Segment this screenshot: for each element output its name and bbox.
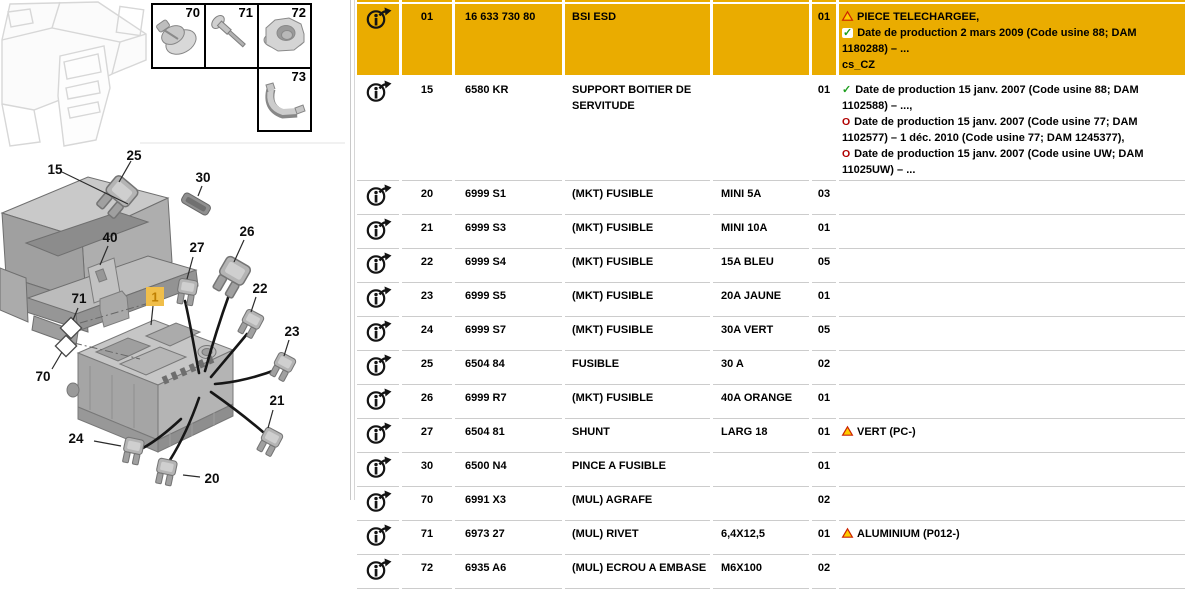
- row-notes: [839, 487, 1185, 521]
- row-part-number: 6999 S5: [455, 283, 562, 317]
- row-spec: MINI 10A: [713, 215, 809, 249]
- row-qty: 03: [812, 181, 836, 215]
- table-row[interactable]: [357, 521, 1185, 555]
- note-text: ALUMINIUM (P012-): [857, 528, 960, 540]
- inset-label-72: 72: [291, 5, 306, 20]
- callout-27[interactable]: 27: [189, 240, 205, 255]
- row-label: SUPPORT BOITIER DE SERVITUDE: [565, 77, 710, 181]
- row-qty: 05: [812, 249, 836, 283]
- info-icon[interactable]: [365, 524, 392, 552]
- warning-icon: [842, 9, 853, 25]
- row-part-number: 6580 KR: [455, 77, 562, 181]
- row-label: (MKT) FUSIBLE: [565, 215, 710, 249]
- row-notes: [839, 77, 1185, 181]
- note-line: [842, 9, 1183, 25]
- row-spec: 6,4X12,5: [713, 521, 809, 555]
- inset-label-70: 70: [185, 5, 200, 20]
- callout-40[interactable]: 40: [102, 230, 118, 245]
- info-icon[interactable]: [365, 252, 392, 280]
- row-notes: [839, 555, 1185, 589]
- row-qty: 05: [812, 317, 836, 351]
- note-line: [842, 25, 1183, 57]
- row-label: BSI ESD: [565, 4, 710, 75]
- row-notes: [839, 453, 1185, 487]
- row-ref: 24: [402, 317, 452, 351]
- note-line: [842, 114, 1183, 146]
- callout-24[interactable]: 24: [68, 431, 84, 446]
- row-spec: [713, 487, 809, 521]
- table-row[interactable]: [357, 77, 1185, 181]
- row-part-number: 6935 A6: [455, 555, 562, 589]
- row-ref: 21: [402, 215, 452, 249]
- row-ref: 30: [402, 453, 452, 487]
- note-text: VERT (PC-): [857, 426, 916, 438]
- callout-23[interactable]: 23: [284, 324, 300, 339]
- row-part-number: 6999 S7: [455, 317, 562, 351]
- diagram-marker-1[interactable]: [146, 287, 164, 306]
- info-icon[interactable]: [365, 422, 392, 450]
- info-cell: [357, 4, 399, 75]
- row-qty: 02: [812, 487, 836, 521]
- info-icon[interactable]: [365, 388, 392, 416]
- row-spec: [713, 4, 809, 75]
- info-icon[interactable]: [365, 354, 392, 382]
- row-ref: 71: [402, 521, 452, 555]
- note-line: [842, 146, 1183, 178]
- row-label: (MKT) FUSIBLE: [565, 283, 710, 317]
- note-text: Date de production 15 janv. 2007 (Code usine 77; DAM 1102577) – 1 déc. 2010 (Code usine 77; DAM 1245377),: [842, 116, 1138, 144]
- table-row[interactable]: [357, 4, 1185, 75]
- info-icon[interactable]: [365, 558, 392, 586]
- row-label: (MKT) FUSIBLE: [565, 181, 710, 215]
- info-icon[interactable]: [365, 7, 392, 35]
- part-30-drawing: [180, 192, 211, 217]
- callout-30[interactable]: 30: [195, 170, 211, 185]
- info-cell: [357, 351, 399, 385]
- info-icon[interactable]: [365, 320, 392, 348]
- row-ref: 26: [402, 385, 452, 419]
- callout-22[interactable]: 22: [252, 281, 268, 296]
- row-spec: [713, 453, 809, 487]
- pane-splitter[interactable]: [350, 0, 351, 500]
- row-notes: [839, 385, 1185, 419]
- info-cell: [357, 487, 399, 521]
- row-qty: 01: [812, 419, 836, 453]
- row-ref: 70: [402, 487, 452, 521]
- row-notes: [839, 181, 1185, 215]
- row-part-number: 6991 X3: [455, 487, 562, 521]
- row-notes: [839, 521, 1185, 555]
- table-row[interactable]: [357, 555, 1185, 589]
- row-label: (MKT) FUSIBLE: [565, 317, 710, 351]
- row-spec: M6X100: [713, 555, 809, 589]
- table-row[interactable]: [357, 487, 1185, 521]
- row-label: SHUNT: [565, 419, 710, 453]
- info-cell: [357, 181, 399, 215]
- dashboard-sketch: [2, 2, 146, 146]
- info-cell: [357, 419, 399, 453]
- row-spec: 30A VERT: [713, 317, 809, 351]
- info-cell: [357, 77, 399, 181]
- row-label: FUSIBLE: [565, 351, 710, 385]
- row-qty: 02: [812, 351, 836, 385]
- row-label: (MUL) AGRAFE: [565, 487, 710, 521]
- row-spec: 40A ORANGE: [713, 385, 809, 419]
- info-icon[interactable]: [365, 286, 392, 314]
- row-ref: 27: [402, 419, 452, 453]
- row-label: (MUL) RIVET: [565, 521, 710, 555]
- info-cell: [357, 317, 399, 351]
- info-cell: [357, 283, 399, 317]
- row-part-number: 6504 84: [455, 351, 562, 385]
- row-spec: 30 A: [713, 351, 809, 385]
- callout-26[interactable]: 26: [239, 224, 255, 239]
- row-ref: 20: [402, 181, 452, 215]
- row-spec: LARG 18: [713, 419, 809, 453]
- row-notes: [839, 215, 1185, 249]
- row-ref: 01: [402, 4, 452, 75]
- callout-15[interactable]: 15: [47, 162, 63, 177]
- note-line: [842, 526, 1183, 542]
- diagram-pane: [0, 0, 350, 500]
- row-qty: 01: [812, 215, 836, 249]
- bsi-unit-drawing: [67, 320, 233, 452]
- info-cell: [357, 385, 399, 419]
- row-ref: 22: [402, 249, 452, 283]
- callout-20[interactable]: 20: [204, 471, 220, 486]
- row-spec: 20A JAUNE: [713, 283, 809, 317]
- circle-icon: O: [842, 148, 851, 160]
- row-notes: [839, 283, 1185, 317]
- row-part-number: 6999 S1: [455, 181, 562, 215]
- row-part-number: 6500 N4: [455, 453, 562, 487]
- table-top-strip: [357, 0, 1185, 2]
- info-icon[interactable]: [365, 490, 392, 518]
- row-part-number: 6999 R7: [455, 385, 562, 419]
- table-row[interactable]: [357, 317, 1185, 351]
- table-row[interactable]: [357, 215, 1185, 249]
- row-part-number: 6999 S4: [455, 249, 562, 283]
- row-qty: 01: [812, 283, 836, 317]
- row-label: (MKT) FUSIBLE: [565, 385, 710, 419]
- callout-25[interactable]: 25: [126, 148, 142, 163]
- row-part-number: 16 633 730 80: [455, 4, 562, 75]
- table-row[interactable]: [357, 283, 1185, 317]
- row-notes: [839, 249, 1185, 283]
- inset-label-71: 71: [238, 5, 253, 20]
- note-line: [842, 57, 1183, 73]
- note-text: Date de production 15 janv. 2007 (Code usine UW; DAM 11025UW) – ...: [842, 148, 1144, 176]
- info-icon[interactable]: [365, 184, 392, 212]
- info-icon[interactable]: [365, 456, 392, 484]
- row-notes: [839, 4, 1185, 75]
- row-ref: 23: [402, 283, 452, 317]
- row-qty: 01: [812, 521, 836, 555]
- info-cell: [357, 249, 399, 283]
- row-part-number: 6504 81: [455, 419, 562, 453]
- table-row[interactable]: [357, 351, 1185, 385]
- info-cell: [357, 215, 399, 249]
- info-icon[interactable]: [365, 80, 392, 108]
- warning-icon: [842, 526, 853, 542]
- row-spec: MINI 5A: [713, 181, 809, 215]
- diagram-marker-1-label: 1: [151, 289, 159, 305]
- table-row[interactable]: [357, 453, 1185, 487]
- row-ref: 72: [402, 555, 452, 589]
- callout-70[interactable]: 70: [35, 369, 51, 384]
- warning-icon: [842, 424, 853, 440]
- row-notes: [839, 351, 1185, 385]
- row-label: (MKT) FUSIBLE: [565, 249, 710, 283]
- callout-71[interactable]: 71: [71, 291, 87, 306]
- pane-splitter-inner: [354, 0, 355, 500]
- note-text: PIECE TELECHARGEE,: [857, 11, 980, 23]
- table-row[interactable]: [357, 419, 1185, 453]
- row-part-number: 6999 S3: [455, 215, 562, 249]
- info-cell: [357, 555, 399, 589]
- row-qty: 02: [812, 555, 836, 589]
- callout-21[interactable]: 21: [269, 393, 285, 408]
- row-label: (MUL) ECROU A EMBASE: [565, 555, 710, 589]
- row-qty: 01: [812, 4, 836, 75]
- table-row[interactable]: [357, 249, 1185, 283]
- row-spec: 15A BLEU: [713, 249, 809, 283]
- note-line: [842, 424, 1183, 440]
- row-ref: 15: [402, 77, 452, 181]
- note-text: Date de production 2 mars 2009 (Code usine 88; DAM 1180288) – ...: [842, 27, 1137, 55]
- row-spec: [713, 77, 809, 181]
- note-line: [842, 82, 1183, 114]
- table-row[interactable]: [357, 385, 1185, 419]
- note-text: cs_CZ: [842, 59, 876, 71]
- row-notes: [839, 317, 1185, 351]
- row-qty: 01: [812, 77, 836, 181]
- check-icon: ✓: [842, 84, 852, 96]
- note-text: Date de production 15 janv. 2007 (Code usine 88; DAM 1102588) – ...,: [842, 84, 1139, 112]
- info-cell: [357, 521, 399, 555]
- row-label: PINCE A FUSIBLE: [565, 453, 710, 487]
- inset-label-73: 73: [291, 69, 306, 84]
- table-row[interactable]: [357, 181, 1185, 215]
- row-notes: [839, 419, 1185, 453]
- parts-table: [357, 0, 1185, 574]
- row-qty: 01: [812, 453, 836, 487]
- circle-icon: O: [842, 116, 851, 128]
- info-cell: [357, 453, 399, 487]
- exploded-view-diagram: [0, 0, 350, 500]
- check-icon: ✓: [843, 27, 853, 39]
- info-icon[interactable]: [365, 218, 392, 246]
- row-ref: 25: [402, 351, 452, 385]
- row-part-number: 6973 27: [455, 521, 562, 555]
- row-qty: 01: [812, 385, 836, 419]
